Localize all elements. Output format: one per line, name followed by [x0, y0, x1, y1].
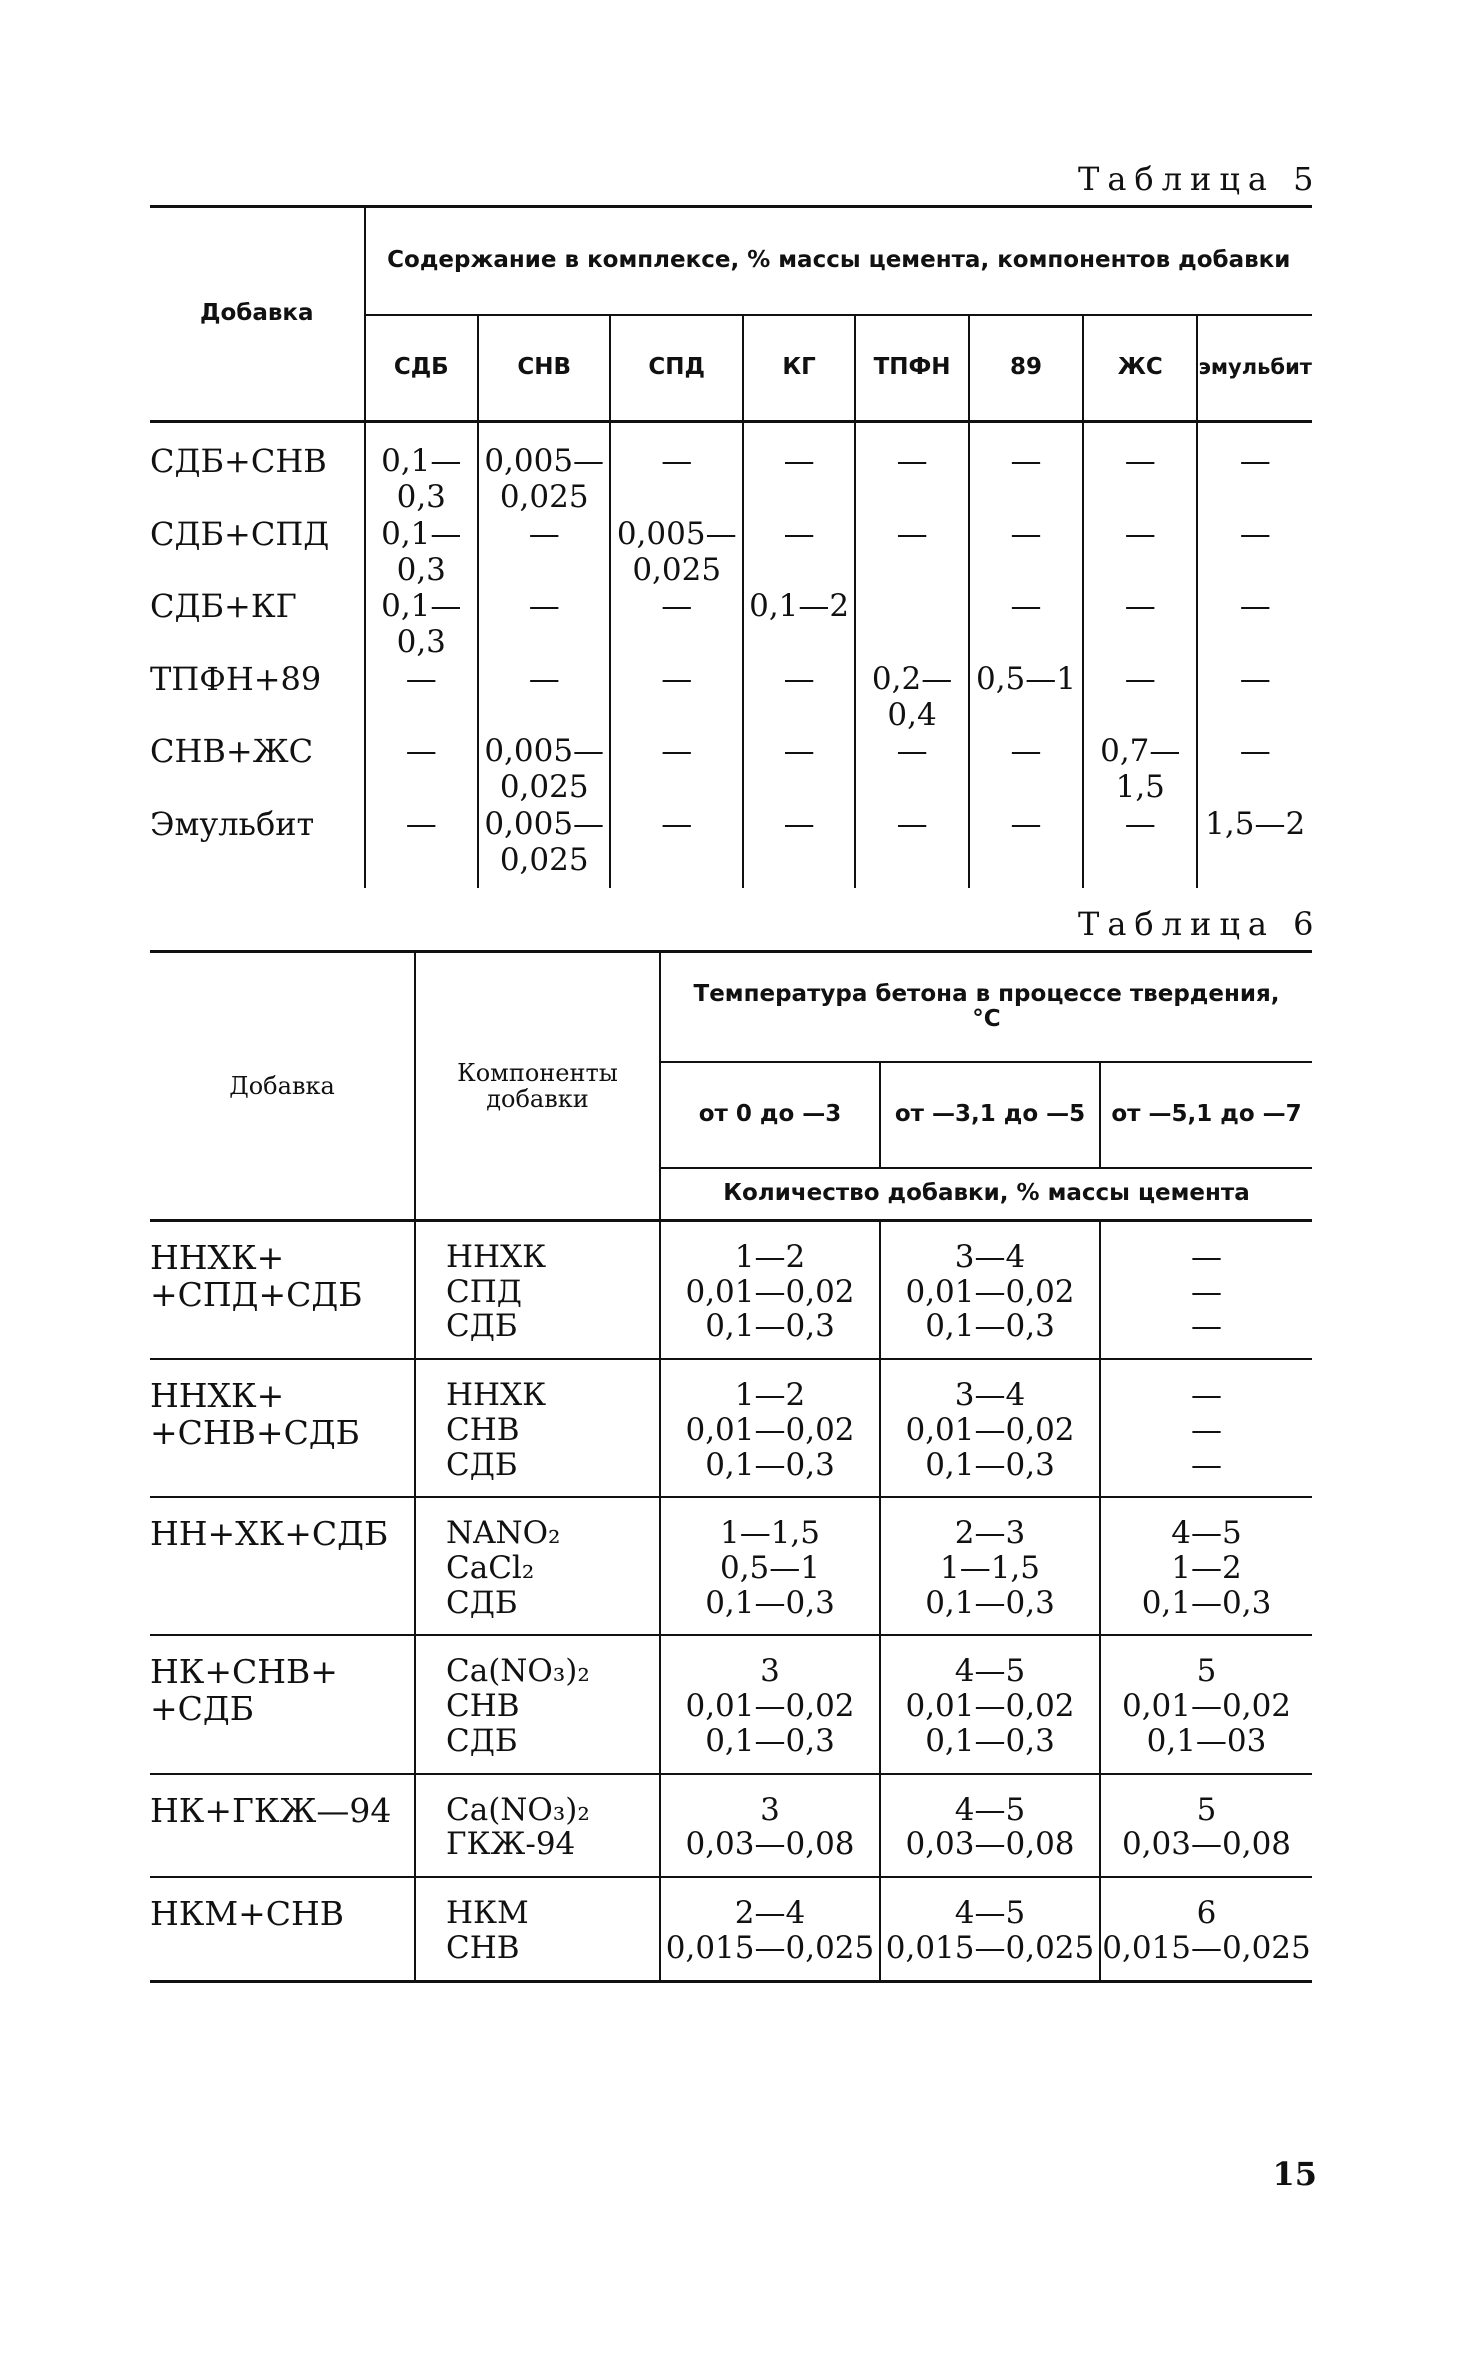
group-qty-range2 — [880, 1774, 1100, 1877]
table-cell: — — [743, 733, 855, 806]
table-cell: — — [478, 516, 611, 589]
table-cell: — — [610, 661, 743, 734]
t5-col-header: эмульбит — [1197, 315, 1312, 422]
table-cell: — — [1083, 588, 1197, 661]
group-qty-range3-line: 0,1—03 — [1146, 1722, 1267, 1759]
group-name — [150, 1877, 415, 1981]
group-qty-range2-line: 3—4 — [954, 1239, 1026, 1275]
table-cell: — — [969, 806, 1083, 888]
t5-header-additive: Добавка — [150, 207, 365, 422]
group-components-line: СНВ — [446, 1929, 520, 1966]
group-qty-range3-line: 0,03—0,08 — [1121, 1826, 1292, 1863]
table-cell: — — [743, 516, 855, 589]
group-qty-range2-line: 2—3 — [954, 1515, 1026, 1552]
t5-col-header: СДБ — [365, 315, 478, 422]
t5-header-group: Содержание в комплексе, % массы цемента, компонентов добавки — [365, 207, 1312, 316]
table-cell: — — [610, 806, 743, 888]
group-components-line: СНВ — [446, 1411, 520, 1448]
group-name-line: +СПД+СДБ — [150, 1274, 363, 1314]
group-qty-range3 — [1100, 1359, 1312, 1497]
table-cell: 0,1—2 — [743, 588, 855, 661]
group-components-line: СДБ — [446, 1308, 518, 1345]
group-components-line: Ca(NO₃)₂ — [446, 1653, 590, 1690]
group-name — [150, 1497, 415, 1635]
t5-col-header: ТПФН — [855, 315, 969, 422]
group-qty-range3-line: 0,01—0,02 — [1121, 1688, 1292, 1725]
group-qty-range2-line: 0,01—0,02 — [905, 1273, 1075, 1310]
t5-body — [150, 422, 1312, 888]
group-qty-range2-line: 1—1,5 — [939, 1550, 1041, 1587]
group-qty-range3-line: 4—5 — [1171, 1515, 1242, 1552]
table-cell: — — [1083, 806, 1197, 888]
table-cell: — — [365, 806, 478, 888]
group-qty-range2 — [880, 1877, 1100, 1981]
group-qty-range2 — [880, 1221, 1100, 1360]
table-row — [150, 1497, 1312, 1635]
table-row — [150, 588, 1312, 661]
group-qty-range2-line: 4—5 — [954, 1653, 1026, 1690]
table-row — [150, 733, 1312, 806]
group-qty-range2-line: 3—4 — [954, 1377, 1026, 1414]
table-cell: — — [969, 422, 1083, 516]
table-cell: — — [969, 516, 1083, 589]
table-row — [150, 422, 1312, 516]
group-name-line: +СДБ — [150, 1689, 254, 1729]
group-qty-range1-line: 0,01—0,02 — [685, 1411, 855, 1448]
table-cell: 1,5—2 — [1197, 806, 1312, 888]
table-cell: — — [855, 806, 969, 888]
group-name — [150, 1774, 415, 1877]
group-qty-range3-line: 5 — [1196, 1653, 1217, 1690]
table-row — [150, 1221, 1312, 1360]
table-row — [150, 661, 1312, 734]
t6-body — [150, 1221, 1312, 1982]
group-name-line: НК+СНВ+ — [150, 1652, 338, 1692]
table-cell: — — [478, 588, 611, 661]
group-components-line: СПД — [446, 1273, 522, 1310]
group-qty-range1 — [660, 1497, 880, 1635]
table-cell: 0,1—0,3 — [365, 588, 478, 661]
table-cell: — — [478, 661, 611, 734]
group-name-line: ННХК+ — [150, 1376, 285, 1416]
group-name-line: ННХК+ — [150, 1238, 285, 1277]
page-number: 15 — [1272, 2155, 1317, 2193]
table-row — [150, 1877, 1312, 1981]
group-qty-range2-line: 0,015—0,025 — [885, 1929, 1095, 1966]
group-qty-range2 — [880, 1497, 1100, 1635]
group-name-line: НН+ХК+СДБ — [150, 1514, 389, 1554]
t5-col-header: 89 — [969, 315, 1083, 422]
group-qty-range2-line: 4—5 — [954, 1895, 1026, 1932]
group-name-line: НК+ГКЖ—94 — [150, 1790, 392, 1830]
table-cell: — — [1197, 733, 1312, 806]
group-qty-range2-line: 0,01—0,02 — [905, 1688, 1075, 1725]
group-qty-range1-line: 3 — [760, 1653, 780, 1690]
group-qty-range3-line: 0,1—0,3 — [1141, 1584, 1272, 1621]
group-qty-range3-line: 6 — [1196, 1895, 1217, 1932]
group-qty-range1-line: 1—1,5 — [719, 1515, 821, 1552]
group-qty-range1 — [660, 1877, 880, 1981]
table-cell: — — [365, 661, 478, 734]
group-qty-range1 — [660, 1359, 880, 1497]
group-components — [415, 1359, 660, 1497]
t5-col-header: КГ — [743, 315, 855, 422]
group-qty-range3-line: 1—2 — [1171, 1550, 1242, 1587]
group-qty-range3 — [1100, 1877, 1312, 1981]
table-row — [150, 516, 1312, 589]
group-qty-range1 — [660, 1221, 880, 1360]
table6 — [150, 950, 1312, 1983]
table-cell: 0,1—0,3 — [365, 516, 478, 589]
table-cell: — — [1197, 422, 1312, 516]
table-cell: — — [855, 516, 969, 589]
group-name — [150, 1221, 415, 1360]
table-cell: — — [1197, 516, 1312, 589]
group-qty-range1-line: 0,1—0,3 — [705, 1308, 835, 1345]
group-qty-range3-line: — — [1191, 1273, 1222, 1310]
table-cell: 0,005—0,025 — [610, 516, 743, 589]
group-qty-range2 — [880, 1635, 1100, 1773]
row-name: Эмульбит — [150, 804, 315, 843]
group-qty-range3-line: — — [1191, 1411, 1222, 1448]
table-cell: 0,005—0,025 — [478, 422, 611, 516]
table-cell: — — [365, 733, 478, 806]
group-name — [150, 1635, 415, 1773]
table-cell: — — [969, 733, 1083, 806]
table5-caption: Таблица 5 — [1078, 160, 1322, 198]
t5-col-header: СНВ — [478, 315, 611, 422]
table-cell: — — [610, 422, 743, 516]
group-components — [415, 1221, 660, 1360]
group-components-line: Ca(NO₃)₂ — [446, 1791, 590, 1828]
group-qty-range1-line: 0,01—0,02 — [685, 1688, 855, 1725]
table-cell: — — [743, 806, 855, 888]
table-cell: — — [743, 422, 855, 516]
row-name: СНВ+ЖС — [150, 732, 314, 771]
group-qty-range2-line: 0,1—0,3 — [925, 1722, 1055, 1759]
group-name-line: НКМ+СНВ — [150, 1894, 345, 1934]
group-qty-range1-line: 0,1—0,3 — [705, 1722, 835, 1759]
table-row — [150, 1635, 1312, 1773]
table-cell: 0,1—0,3 — [365, 422, 478, 516]
table-cell: — — [969, 588, 1083, 661]
table-cell: 0,005—0,025 — [478, 733, 611, 806]
group-qty-range2-line: 0,1—0,3 — [925, 1308, 1055, 1345]
group-qty-range3 — [1100, 1774, 1312, 1877]
table-cell — [855, 588, 969, 661]
group-components-line: СДБ — [446, 1722, 518, 1759]
group-qty-range1-line: 1—2 — [734, 1377, 806, 1414]
group-qty-range1-line: 0,5—1 — [719, 1550, 821, 1587]
group-qty-range3-line: 0,015—0,025 — [1102, 1929, 1311, 1966]
group-components-line: CaCl₂ — [446, 1550, 535, 1587]
group-qty-range3-line: — — [1191, 1377, 1222, 1414]
group-qty-range3 — [1100, 1221, 1312, 1360]
group-name-line: +СНВ+СДБ — [150, 1413, 360, 1453]
group-components — [415, 1497, 660, 1635]
group-qty-range2 — [880, 1359, 1100, 1497]
table-cell: 0,7—1,5 — [1083, 733, 1197, 806]
group-qty-range1 — [660, 1635, 880, 1773]
table-cell: — — [1197, 588, 1312, 661]
t6-header-quantity: Количество добавки, % массы цемента — [660, 1168, 1312, 1221]
t6-header-components: Компоненты добавки — [415, 952, 660, 1221]
group-qty-range1-line: 2—4 — [734, 1895, 806, 1932]
table-cell: — — [1083, 516, 1197, 589]
group-components — [415, 1774, 660, 1877]
group-components-line: НКМ — [446, 1895, 529, 1932]
group-qty-range2-line: 0,03—0,08 — [905, 1826, 1075, 1863]
group-qty-range2-line: 0,01—0,02 — [905, 1411, 1075, 1448]
row-name: СДБ+КГ — [150, 587, 297, 626]
table-row — [150, 1359, 1312, 1497]
table6-caption: Таблица 6 — [1078, 905, 1322, 943]
t5-col-header: ЖС — [1083, 315, 1197, 422]
table-cell: — — [610, 588, 743, 661]
t6-header-group: Температура бетона в процессе твердения, °С — [660, 952, 1312, 1063]
group-qty-range3 — [1100, 1635, 1312, 1773]
group-qty-range3-line: 5 — [1196, 1791, 1217, 1828]
group-qty-range3-line: — — [1191, 1239, 1222, 1275]
group-components-line: СНВ — [446, 1688, 520, 1725]
group-qty-range1-line: 0,01—0,02 — [685, 1273, 855, 1310]
table5 — [150, 205, 1312, 888]
group-qty-range3-line: — — [1191, 1308, 1222, 1345]
table-cell: — — [610, 733, 743, 806]
table-row — [150, 1774, 1312, 1877]
table-cell: — — [855, 422, 969, 516]
table-cell: 0,2—0,4 — [855, 661, 969, 734]
group-qty-range1-line: 0,1—0,3 — [705, 1584, 835, 1621]
group-name — [150, 1359, 415, 1497]
group-components-line: СДБ — [446, 1584, 518, 1621]
group-components — [415, 1877, 660, 1981]
group-qty-range3 — [1100, 1497, 1312, 1635]
table-cell: — — [743, 661, 855, 734]
table-row — [150, 806, 1312, 888]
group-components — [415, 1635, 660, 1773]
group-qty-range1-line: 3 — [760, 1791, 780, 1828]
group-qty-range2-line: 4—5 — [954, 1791, 1026, 1828]
table-cell: — — [855, 733, 969, 806]
group-qty-range1 — [660, 1774, 880, 1877]
table-cell: — — [1197, 661, 1312, 734]
table-cell: — — [1083, 422, 1197, 516]
group-qty-range1-line: 0,1—0,3 — [705, 1446, 835, 1483]
group-components-line: СДБ — [446, 1446, 518, 1483]
t5-col-header: СПД — [610, 315, 743, 422]
group-qty-range3-line: — — [1191, 1446, 1222, 1483]
group-qty-range1-line: 0,03—0,08 — [685, 1826, 855, 1863]
group-components-line: ННХК — [446, 1377, 547, 1414]
table-cell: 0,5—1 — [969, 661, 1083, 734]
table-cell: — — [1083, 661, 1197, 734]
group-qty-range2-line: 0,1—0,3 — [925, 1584, 1055, 1621]
row-name: СДБ+СПД — [150, 514, 330, 553]
t6-range-header: от —5,1 до —7 — [1100, 1062, 1312, 1168]
t6-header-additive: Добавка — [229, 1071, 335, 1100]
group-components-line: ННХК — [446, 1239, 547, 1275]
group-qty-range2-line: 0,1—0,3 — [925, 1446, 1055, 1483]
t6-range-header: от —3,1 до —5 — [880, 1062, 1100, 1168]
group-components-line: ГКЖ-94 — [446, 1826, 576, 1863]
row-name: ТПФН+89 — [150, 659, 322, 698]
group-qty-range1-line: 0,015—0,025 — [665, 1929, 875, 1966]
table-cell: 0,005—0,025 — [478, 806, 611, 888]
t6-range-header: от 0 до —3 — [660, 1062, 880, 1168]
row-name: СДБ+СНВ — [150, 442, 327, 480]
group-qty-range1-line: 1—2 — [734, 1239, 806, 1275]
group-components-line: NANO₂ — [446, 1515, 561, 1552]
